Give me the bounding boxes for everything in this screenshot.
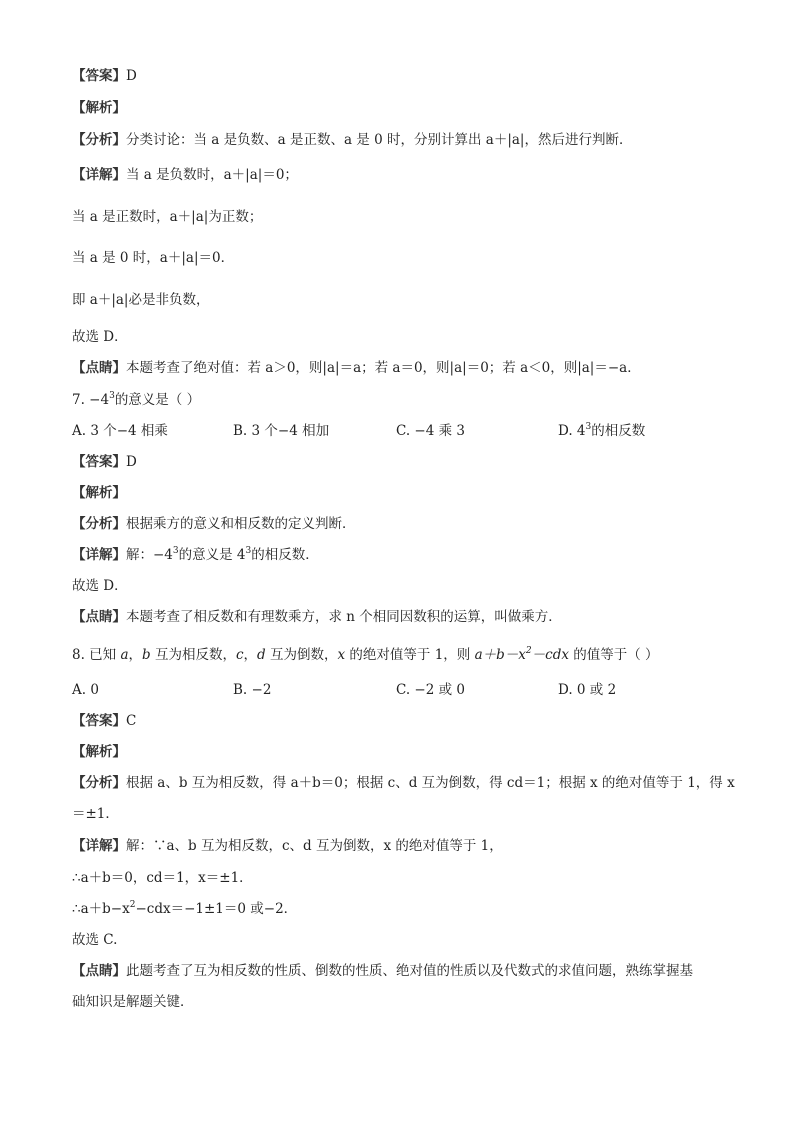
- q7-option-c: C. −4 乘 3: [396, 423, 466, 439]
- fenxi-text: 分类讨论：当 a 是负数、a 是正数、a 是 0 时，分别计算出 a＋|a|，然后进行判断．: [126, 132, 633, 148]
- detail3-post: −cdx＝−1±1＝0 或−2．: [135, 901, 298, 917]
- answer-value: C: [126, 713, 137, 729]
- q8-detail-line: [72, 836, 503, 856]
- q7-option-d: [558, 421, 645, 441]
- q7-fenxi-line: [72, 514, 356, 534]
- conclusion-text: 即 a＋|a|必是非负数，: [72, 292, 210, 308]
- q8-option-d: D. 0 或 2: [558, 682, 617, 698]
- tip-tag: 【点睛】: [72, 609, 126, 625]
- var-c: c: [235, 647, 244, 663]
- detail-pre: 解：−4: [126, 547, 173, 563]
- fenxi-text-2: ＝±1．: [72, 806, 119, 822]
- q6-answer-line: [72, 66, 137, 86]
- q7-option-a: A. 3 个−4 相乘: [72, 423, 168, 439]
- q7-stem-pre: 7. −4: [72, 392, 110, 408]
- q6-conclusion: [72, 290, 210, 310]
- tip-tag: 【点睛】: [72, 360, 126, 376]
- q7-stem: [72, 390, 200, 410]
- q8-option-a: A. 0: [72, 682, 99, 698]
- detail-text-2: ∴a＋b＝0，cd＝1，x＝±1．: [72, 870, 253, 886]
- detail-post: 的相反数．: [251, 547, 319, 563]
- tip-text: 本题考查了绝对值：若 a＞0，则|a|＝a；若 a＝0，则|a|＝0；若 a＜0，则|a|＝−a．: [126, 360, 641, 376]
- var-d: d: [257, 647, 266, 663]
- analysis-tag: 【解析】: [72, 744, 126, 760]
- q7-analysis-header: [72, 483, 126, 503]
- detail3-sup: 2: [129, 900, 136, 910]
- fenxi-tag: 【分析】: [72, 775, 126, 791]
- q8-option-b: B. −2: [233, 682, 272, 698]
- q8-option-c: C. −2 或 0: [396, 682, 466, 698]
- fenxi-tag: 【分析】: [72, 516, 126, 532]
- q7-stem-post: 的意义是（ ）: [114, 392, 201, 408]
- q8-stem: [72, 645, 659, 665]
- sep: ，: [128, 647, 143, 663]
- tip-tag: 【点睛】: [72, 963, 126, 979]
- detail-sup2: 3: [245, 546, 252, 556]
- answer-value: D: [126, 68, 137, 84]
- q6-tip-line: [72, 358, 641, 378]
- expr-sup: 2: [525, 646, 532, 656]
- detail-text: 解：∵a、b 互为相反数，c、d 互为倒数，x 的绝对值等于 1，: [126, 838, 503, 854]
- detail-tag: 【详解】: [72, 547, 126, 563]
- q6-case-positive: [72, 207, 262, 227]
- fenxi-tag: 【分析】: [72, 132, 126, 148]
- q7-answer-line: [72, 452, 137, 472]
- q8-detail-line-3: [72, 899, 297, 919]
- q8-stem-mid2: 互为倒数，: [265, 647, 338, 663]
- var-x: x: [337, 647, 346, 663]
- q6-choose: [72, 327, 128, 347]
- q8-answer-line: [72, 711, 136, 731]
- fenxi-text: 根据乘方的意义和相反数的定义判断．: [126, 516, 356, 532]
- q8-analysis-header: [72, 742, 126, 762]
- case-text: 当 a 是 0 时，a＋|a|＝0．: [72, 250, 235, 266]
- q7-choose: [72, 576, 128, 596]
- detail-tag: 【详解】: [72, 838, 126, 854]
- q7-detail-line: [72, 545, 319, 565]
- tip-text: 本题考查了相反数和有理数乘方，求 n 个相同因数积的运算，叫做乘方．: [126, 609, 562, 625]
- detail3-pre: ∴a＋b−x: [72, 901, 130, 917]
- detail-sup: 3: [172, 546, 179, 556]
- case-text: 当 a 是正数时，a＋|a|为正数；: [72, 209, 263, 225]
- analysis-tag: 【解析】: [72, 100, 126, 116]
- q7-option-b: B. 3 个−4 相加: [233, 423, 330, 439]
- q8-fenxi-line: [72, 773, 735, 793]
- expr-pre: a＋b－x: [474, 647, 526, 663]
- q8-fenxi-line-2: [72, 804, 119, 824]
- sep: ，: [243, 647, 258, 663]
- q7-option-d-pre: D. 4: [558, 423, 586, 439]
- q8-choose: [72, 930, 117, 950]
- q8-tip-line: [72, 961, 693, 981]
- q8-stem-pre: 8. 已知: [72, 647, 121, 663]
- answer-tag: 【答案】: [72, 68, 126, 84]
- q8-detail-line-2: [72, 868, 253, 888]
- fenxi-text: 根据 a、b 互为相反数，得 a＋b＝0；根据 c、d 互为倒数，得 cd＝1；根据 x 的绝对值等于 1，得 x: [126, 775, 735, 791]
- q7-option-d-sup: 3: [585, 422, 592, 432]
- q6-case-zero: [72, 248, 234, 268]
- var-a: a: [120, 647, 129, 663]
- analysis-tag: 【解析】: [72, 485, 126, 501]
- q8-stem-end: 的值等于（ ）: [568, 647, 659, 663]
- q7-option-d-post: 的相反数: [591, 423, 646, 439]
- detail-text: 当 a 是负数时，a＋|a|＝0；: [126, 167, 298, 183]
- q7-tip-line: [72, 607, 562, 627]
- expr-post: －cdx: [531, 647, 569, 663]
- answer-tag: 【答案】: [72, 713, 126, 729]
- q8-options: [72, 680, 722, 700]
- detail-mid: 的意义是 4: [178, 547, 246, 563]
- choose-text: 故选 D．: [72, 329, 128, 345]
- q6-fenxi-line: [72, 130, 632, 150]
- q8-tip-line-2: [72, 992, 194, 1012]
- choose-text: 故选 D．: [72, 578, 128, 594]
- var-b: b: [142, 647, 151, 663]
- q7-options: [72, 421, 722, 441]
- tip-text-2: 础知识是解题关键．: [72, 994, 194, 1010]
- detail-tag: 【详解】: [72, 167, 126, 183]
- q6-analysis-header: [72, 98, 126, 118]
- answer-tag: 【答案】: [72, 454, 126, 470]
- choose-text: 故选 C.: [72, 932, 118, 948]
- tip-text: 此题考查了互为相反数的性质、倒数的性质、绝对值的性质以及代数式的求值问题，熟练掌握基: [126, 963, 693, 979]
- answer-value: D: [126, 454, 137, 470]
- q6-detail-line: [72, 165, 298, 185]
- q8-stem-mid: 互为相反数，: [150, 647, 236, 663]
- q7-stem-sup: 3: [109, 391, 115, 401]
- q8-stem-mid3: 的绝对值等于 1，则: [345, 647, 475, 663]
